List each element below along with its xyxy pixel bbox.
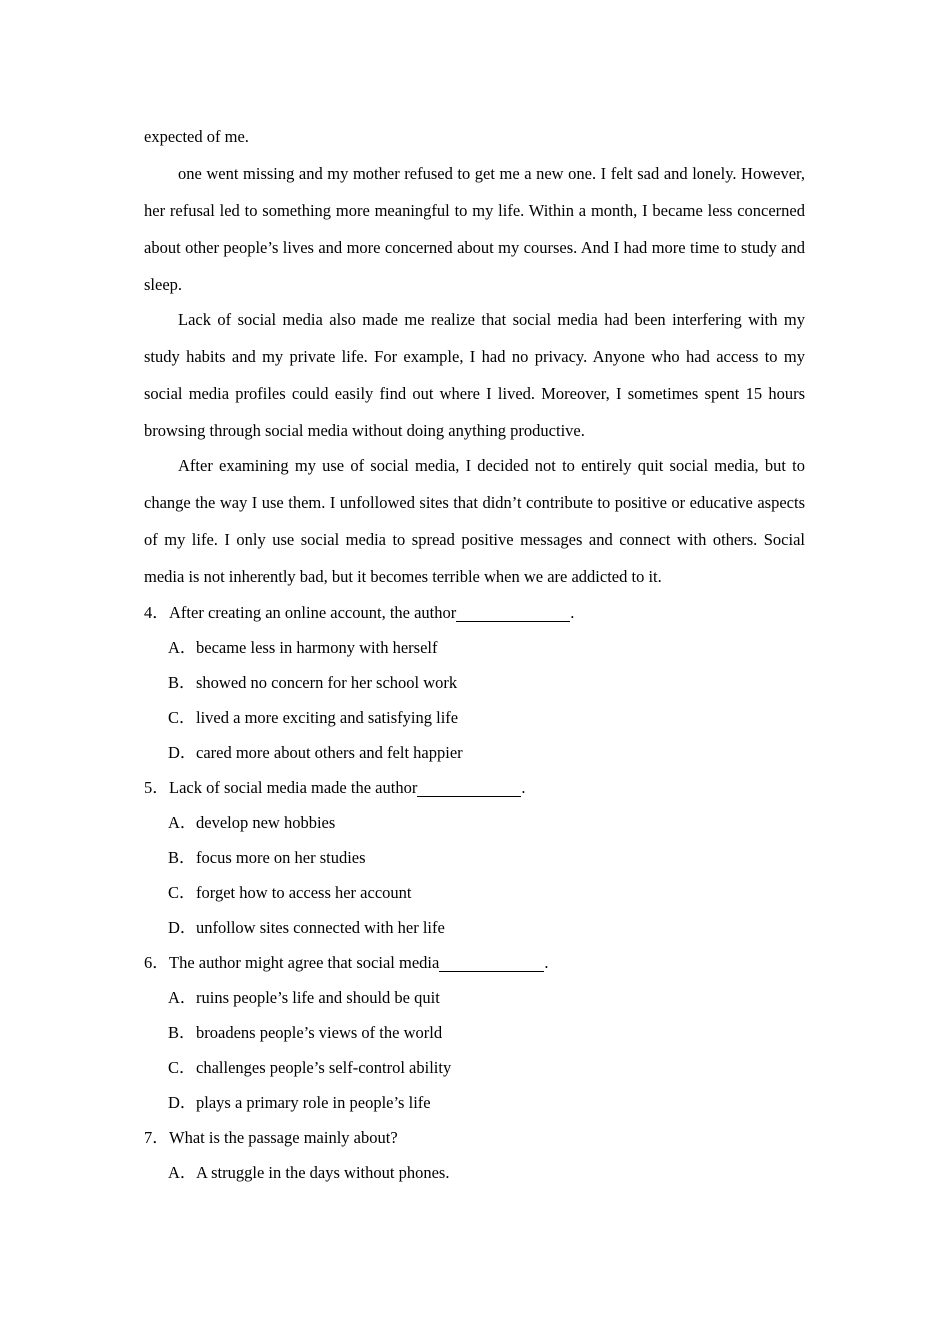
question-number: 4． <box>144 603 169 622</box>
option-text: A struggle in the days without phones. <box>196 1163 450 1182</box>
option-letter: B． <box>168 673 196 692</box>
question-7 <box>144 1120 805 1155</box>
question-stem: After creating an online account, the author <box>169 603 457 622</box>
option-letter: A． <box>168 988 197 1007</box>
option-text: became less in harmony with herself <box>196 638 438 657</box>
option-text: broadens people’s views of the world <box>196 1023 443 1042</box>
question-6 <box>144 945 805 980</box>
option-text: showed no concern for her school work <box>196 673 458 692</box>
option-letter: C． <box>168 1058 196 1077</box>
option-text: forget how to access her account <box>196 883 412 902</box>
option-text: ruins people’s life and should be quit <box>196 988 440 1007</box>
option-6b <box>144 1015 805 1050</box>
option-4c <box>144 700 805 735</box>
question-end: . <box>544 953 549 972</box>
question-end: . <box>521 778 526 797</box>
option-letter: C． <box>168 708 196 727</box>
option-5c <box>144 875 805 910</box>
passage-paragraph-2: Lack of social media also made me realize that social media had been interfering with my study habits and my private life. For example, I had no privacy. Anyone who had access to my social media profiles could easily find out where I lived. Moreover, I sometimes spent 15 hours browsing through social media without doing anything productive. <box>144 310 805 440</box>
option-letter: A． <box>168 638 197 657</box>
answer-blank <box>439 953 544 972</box>
question-stem: Lack of social media made the author <box>169 778 418 797</box>
option-4d <box>144 735 805 770</box>
option-6c <box>144 1050 805 1085</box>
option-text: focus more on her studies <box>196 848 366 867</box>
option-text: challenges people’s self-control ability <box>196 1058 452 1077</box>
option-4b <box>144 665 805 700</box>
question-5 <box>144 770 805 805</box>
option-text: unfollow sites connected with her life <box>196 918 445 937</box>
option-letter: D． <box>168 743 197 762</box>
option-letter: C． <box>168 883 196 902</box>
option-text: lived a more exciting and satisfying life <box>196 708 459 727</box>
question-number: 7． <box>144 1128 169 1147</box>
option-4a <box>144 630 805 665</box>
option-text: develop new hobbies <box>196 813 336 832</box>
passage-paragraph-3: After examining my use of social media, I decided not to entirely quit social media, but to change the way I use them. I unfollowed sites that didn’t contribute to positive or educative aspects of my life. I only use social media to spread positive messages and connect with others. Social media is not inherently bad, but it becomes terrible when we are addicted to it. <box>144 456 805 586</box>
question-number: 6． <box>144 953 169 972</box>
document-page <box>144 124 805 1190</box>
option-6d <box>144 1085 805 1120</box>
question-end: . <box>570 603 575 622</box>
question-4 <box>144 595 805 630</box>
option-text: plays a primary role in people’s life <box>196 1093 431 1112</box>
option-letter: D． <box>168 918 197 937</box>
option-6a <box>144 980 805 1015</box>
question-stem: The author might agree that social media <box>169 953 440 972</box>
question-number: 5． <box>144 778 169 797</box>
option-5b <box>144 840 805 875</box>
option-5a <box>144 805 805 840</box>
option-letter: A． <box>168 1163 197 1182</box>
passage-paragraph-1: one went missing and my mother refused to get me a new one. I felt sad and lonely. However, her refusal led to something more meaningful to my life. Within a month, I became less concerned about other people’s lives and more concerned about my courses. And I had more time to study and sleep. <box>144 164 805 294</box>
answer-blank <box>417 778 521 797</box>
question-stem: What is the passage mainly about? <box>169 1128 398 1147</box>
option-letter: A． <box>168 813 197 832</box>
answer-blank <box>456 603 570 622</box>
option-7a <box>144 1155 805 1190</box>
option-letter: D． <box>168 1093 197 1112</box>
option-letter: B． <box>168 848 196 867</box>
option-letter: B． <box>168 1023 196 1042</box>
option-text: cared more about others and felt happier <box>196 743 463 762</box>
passage-paragraph-0: expected of me. <box>144 127 249 146</box>
option-5d <box>144 910 805 945</box>
